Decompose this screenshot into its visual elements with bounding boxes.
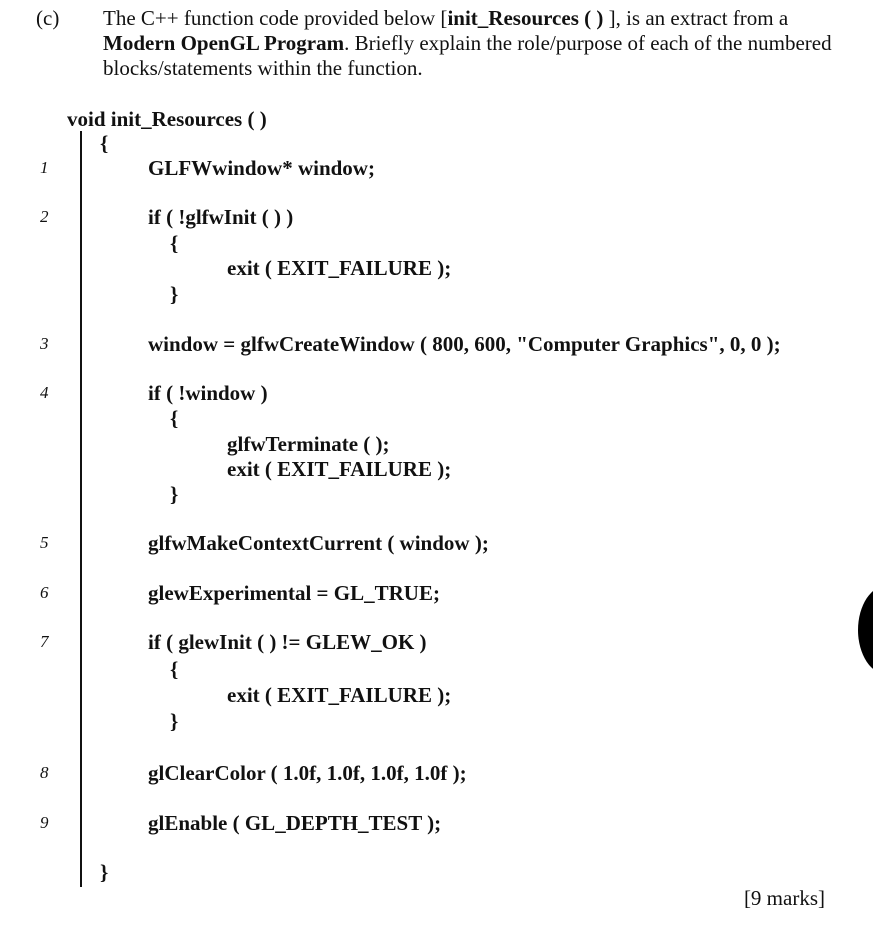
code-statement-3: window = glfwCreateWindow ( 800, 600, "Computer Graphics", 0, 0 ); bbox=[148, 332, 781, 356]
code-statement-7: if ( glewInit ( ) != GLEW_OK ) bbox=[148, 630, 427, 654]
question-label: (c) bbox=[36, 6, 60, 30]
marks-label: [9 marks] bbox=[743, 886, 825, 910]
line-number-9: 9 bbox=[40, 813, 49, 832]
code-brace: { bbox=[170, 657, 179, 681]
scope-line bbox=[80, 131, 82, 887]
code-statement-1: GLFWwindow* window; bbox=[148, 156, 375, 180]
question-text-part: The C++ function code provided below [ bbox=[103, 6, 448, 30]
function-signature: void init_Resources ( ) bbox=[67, 107, 267, 131]
code-statement-7-body: exit ( EXIT_FAILURE ); bbox=[227, 683, 452, 707]
code-statement-2: if ( !glfwInit ( ) ) bbox=[148, 205, 294, 229]
line-number-3: 3 bbox=[40, 334, 49, 353]
code-statement-4: if ( !window ) bbox=[148, 381, 268, 405]
function-open-brace: { bbox=[100, 131, 109, 155]
program-type: Modern OpenGL Program bbox=[103, 31, 345, 55]
code-brace: } bbox=[170, 482, 179, 506]
question-text-part: . Briefly explain the role/purpose of each of the numbered blocks/statements within the function. bbox=[103, 31, 832, 80]
code-statement-9: glEnable ( GL_DEPTH_TEST ); bbox=[148, 811, 442, 835]
line-number-6: 6 bbox=[40, 583, 49, 602]
code-brace: } bbox=[170, 709, 179, 733]
question-text bbox=[103, 6, 843, 81]
code-brace: { bbox=[170, 231, 179, 255]
code-statement-4-body: exit ( EXIT_FAILURE ); bbox=[227, 457, 452, 481]
question-text-part: ], is an extract from a bbox=[603, 6, 789, 30]
code-statement-6: glewExperimental = GL_TRUE; bbox=[148, 581, 440, 605]
line-number-2: 2 bbox=[40, 207, 49, 226]
code-brace: } bbox=[170, 282, 179, 306]
code-statement-5: glfwMakeContextCurrent ( window ); bbox=[148, 531, 489, 555]
code-statement-8: glClearColor ( 1.0f, 1.0f, 1.0f, 1.0f ); bbox=[148, 761, 467, 785]
line-number-4: 4 bbox=[40, 383, 49, 402]
function-name: init_Resources ( ) bbox=[447, 6, 604, 30]
code-statement-2-body: exit ( EXIT_FAILURE ); bbox=[227, 256, 452, 280]
code-brace: { bbox=[170, 406, 179, 430]
line-number-7: 7 bbox=[40, 632, 49, 651]
line-number-8: 8 bbox=[40, 763, 49, 782]
line-number-1: 1 bbox=[40, 158, 49, 177]
function-close-brace: } bbox=[100, 860, 109, 884]
code-statement-4-body: glfwTerminate ( ); bbox=[227, 432, 390, 456]
dark-blob-decoration bbox=[858, 585, 873, 675]
line-number-5: 5 bbox=[40, 533, 49, 552]
